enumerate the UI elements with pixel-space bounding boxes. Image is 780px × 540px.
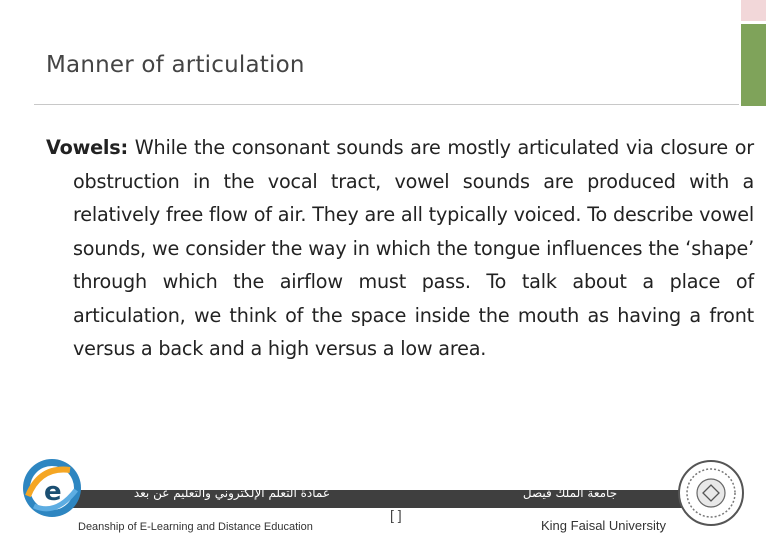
university-seal-icon — [676, 458, 746, 528]
body-text: While the consonant sounds are mostly articulated via closure or obstruction in the vocal tract, vowel sounds are produced with a relatively free flow of air. They are all typically voiced. To describe vowel sounds, we consider the way in which the tongue influences the ‘shape’ through which the airflow must pass. To talk about a place of articulation, we think of the space inside the mouth as having a front versus a back and a high versus a low area. — [73, 136, 754, 360]
title-divider — [34, 104, 739, 105]
svg-text:e: e — [44, 477, 62, 507]
deanship-english: Deanship of E-Learning and Distance Education — [78, 521, 313, 533]
university-english: King Faisal University — [541, 518, 666, 533]
body-lead: Vowels: — [46, 136, 128, 159]
page-number: [ ] — [390, 507, 402, 523]
deanship-arabic: عمادة التعلم الإلكتروني والتعليم عن بعد — [133, 486, 330, 500]
university-arabic: جامعة الملك فيصل — [522, 486, 618, 500]
slide-footer — [0, 450, 780, 540]
slide-body — [46, 131, 754, 366]
side-accent-bar — [741, 24, 766, 106]
top-accent-block — [741, 0, 766, 21]
slide-title: Manner of articulation — [46, 52, 305, 78]
